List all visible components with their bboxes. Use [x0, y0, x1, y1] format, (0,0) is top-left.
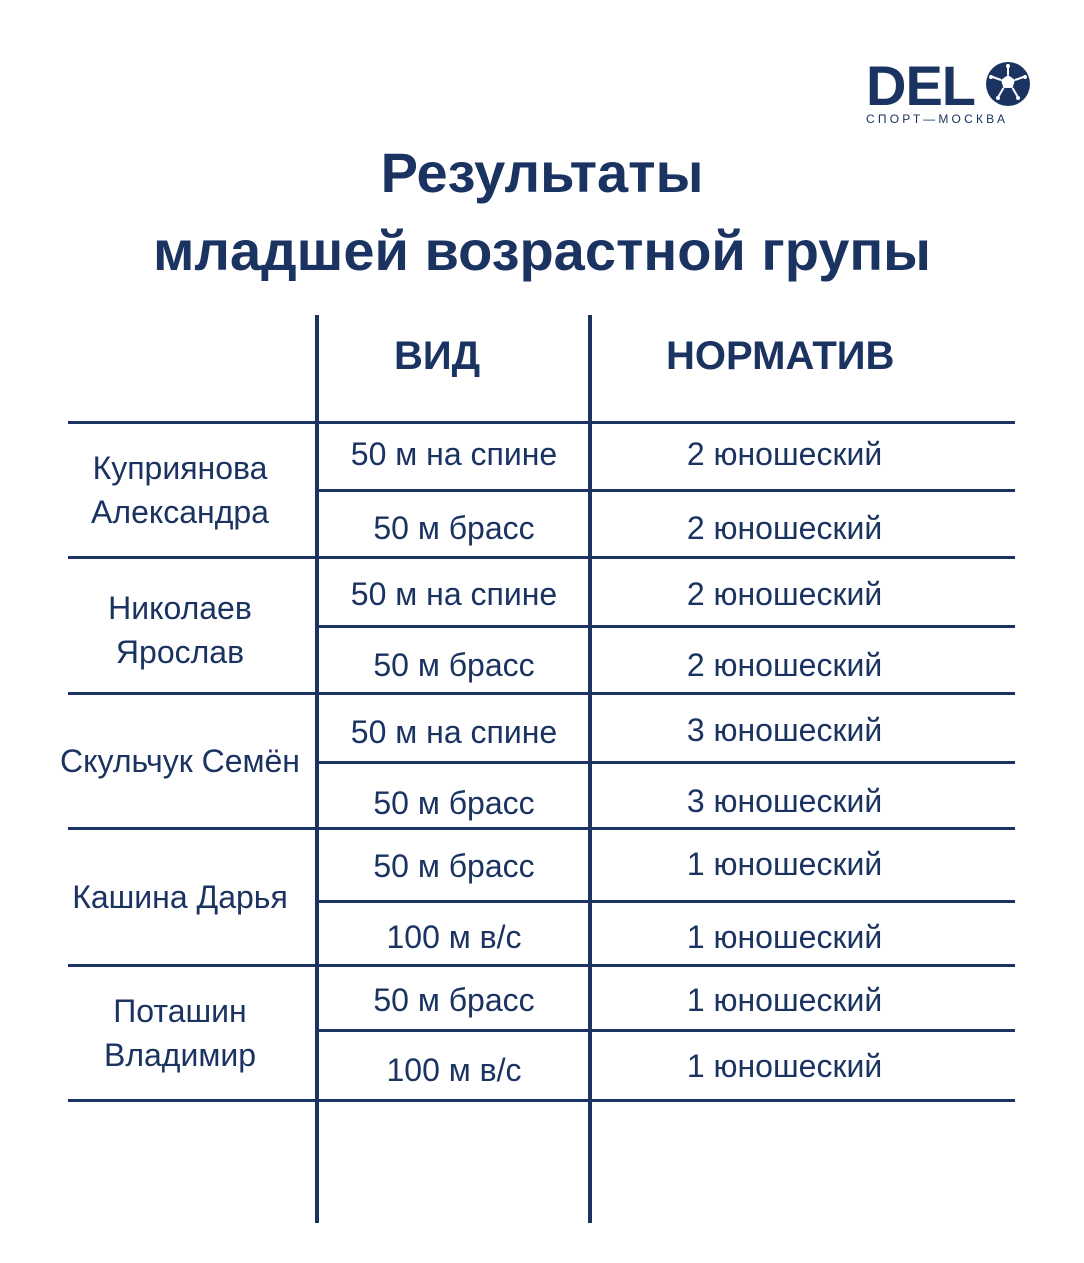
grid-sub-hline: [315, 900, 1015, 903]
event-cell: 100 м в/с: [386, 1052, 522, 1088]
norm-cell: 3 юношеский: [686, 712, 883, 748]
page-title-line-2: младшей возрастной групы: [152, 219, 931, 282]
event-cell: 50 м брасс: [373, 647, 535, 683]
logo-subtitle: СПОРТ—МОСКВА: [866, 112, 1009, 126]
grid-sub-hline: [315, 625, 1015, 628]
header-norm: НОРМАТИВ: [666, 334, 895, 378]
norm-cell: 2 юношеский: [686, 510, 883, 546]
event-cell: 50 м на спине: [350, 714, 558, 750]
athlete-name: Скульчук Семён: [60, 743, 300, 779]
norm-cell: 2 юношеский: [686, 647, 883, 683]
event-cell: 50 м брасс: [373, 510, 535, 546]
event-cell: 50 м брасс: [373, 785, 535, 821]
event-cell: 50 м на спине: [350, 436, 558, 472]
event-cell: 50 м на спине: [350, 576, 558, 612]
grid-sub-hline: [315, 489, 1015, 492]
event-cell: 100 м в/с: [386, 919, 522, 955]
athlete-name: Николаев Ярослав: [108, 590, 252, 670]
event-cell: 50 м брасс: [373, 848, 535, 884]
header-event: ВИД: [394, 334, 481, 378]
norm-cell: 2 юношеский: [686, 436, 883, 472]
soccer-ball-icon: [984, 60, 1032, 108]
event-cell: 50 м брасс: [373, 982, 535, 1018]
norm-cell: 2 юношеский: [686, 576, 883, 612]
athlete-name: Кашина Дарья: [72, 879, 288, 915]
athlete-name: Поташин Владимир: [103, 993, 257, 1073]
norm-cell: 1 юношеский: [686, 1048, 883, 1084]
norm-cell: 1 юношеский: [686, 982, 883, 1018]
norm-cell: 3 юношеский: [686, 783, 883, 819]
logo-wordmark: DEL: [866, 54, 975, 117]
athlete-name: Куприянова Александра: [91, 450, 269, 530]
page-title-line-1: Результаты: [380, 141, 704, 204]
norm-cell: 1 юношеский: [686, 919, 883, 955]
norm-cell: 1 юношеский: [686, 846, 883, 882]
